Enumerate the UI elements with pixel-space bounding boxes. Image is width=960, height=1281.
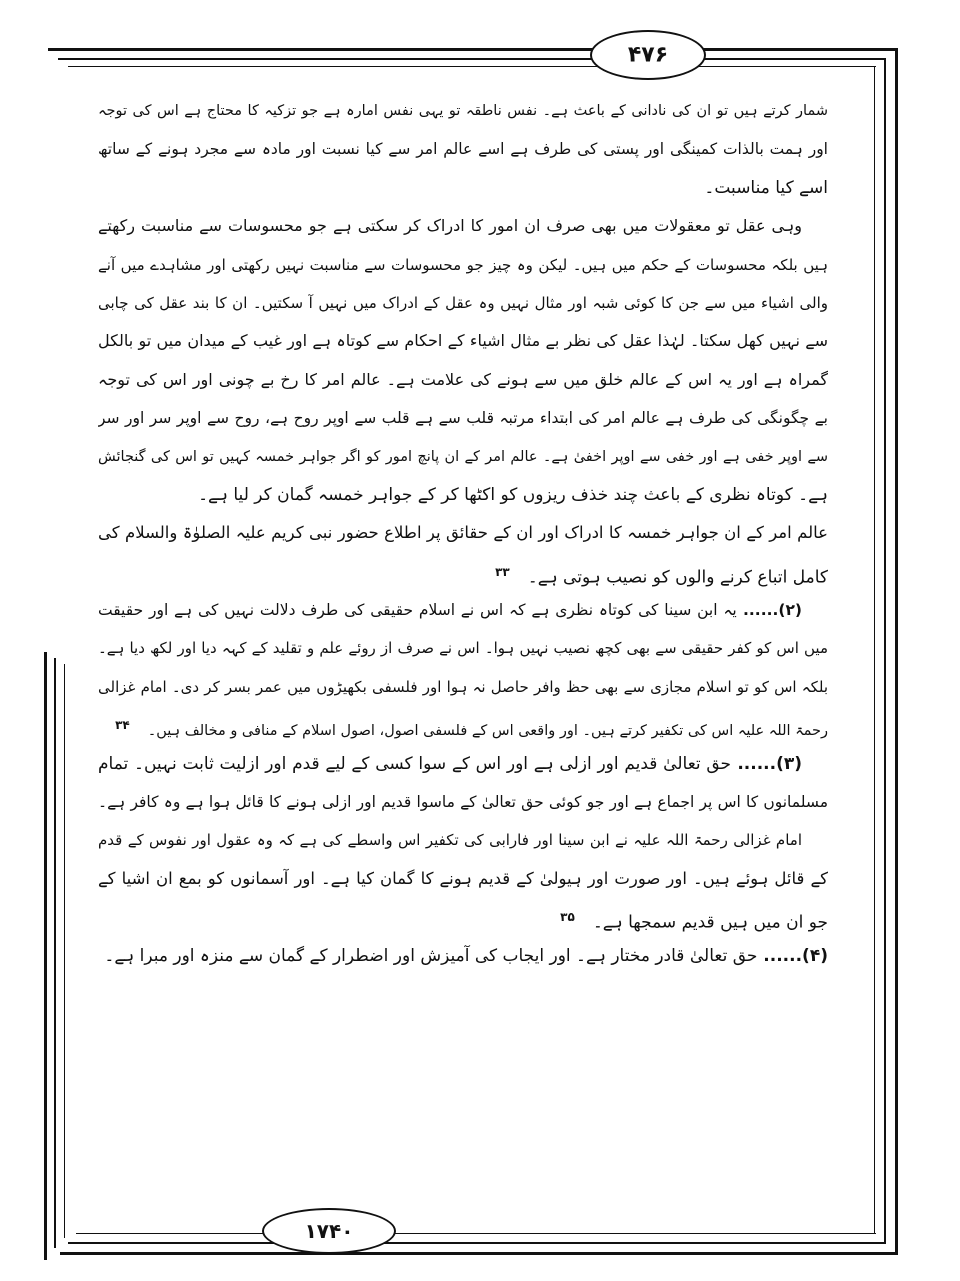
- text-line: [98, 322, 828, 360]
- header-page-number: ۴۷۶: [590, 30, 706, 80]
- line-text: میں اس کو کفر حقیقی سے بھی کچھ نصیب نہیں ہوا۔ اس نے صرف از روئے علم و تقلید کے کہہ دیا اور لکھ دیا ہے۔: [98, 639, 828, 658]
- text-line: [98, 898, 828, 936]
- text-line: [98, 821, 828, 859]
- line-text: رحمۃ اللہ علیہ اس کی تکفیر کرتے ہیں۔ اور واقعی اس کے فلسفی اصول، اصول اسلام کے منافی و مخالف ہیں۔: [147, 723, 828, 740]
- left-frame-inner: [54, 658, 56, 1248]
- text-line: [98, 130, 828, 168]
- line-text: یہ ابن سینا کی کوتاہ نظری ہے کہ اس نے اسلام حقیقی کی طرف دلالت نہیں کی ہے اور حقیقت: [98, 601, 737, 620]
- line-text: بلکہ اس کو تو اسلام مجازی سے بھی حظ وافر حاصل نہ ہوا اور فلسفی بکھیڑوں میں عمر بسر کر دی۔ امام غزالی: [98, 677, 828, 696]
- text-line: [98, 207, 828, 245]
- text-line: [98, 92, 828, 130]
- inner2-frame-bottom: [76, 1233, 876, 1234]
- text-line: [98, 668, 828, 706]
- text-line: [98, 783, 828, 821]
- note-marker: (۴)......: [757, 945, 828, 966]
- line-text: کے قائل ہوئے ہیں۔ اور صورت اور ہیولیٰ کے قدیم ہونے کا گمان کیا ہے۔ اور آسمانوں کو بمع ان اشیا کے: [98, 868, 828, 888]
- line-text: وہی عقل تو معقولات میں بھی صرف ان امور کا ادراک کر سکتی ہے جو محسوسات سے مناسبت رکھتے: [98, 216, 802, 236]
- note-marker: (۲)......: [736, 601, 803, 620]
- text-line: [98, 399, 828, 437]
- text-line: [98, 937, 828, 975]
- footnote-number: ۳۵: [560, 910, 575, 925]
- left-frame-outer: [44, 652, 47, 1260]
- line-text: ہیں بلکہ محسوسات کے حکم میں ہیں۔ لیکن وہ چیز جو محسوسات سے مناسبت نہیں رکھتی اور مشاہدے میں آنے: [98, 255, 828, 274]
- text-line: [98, 553, 828, 591]
- text-line: [98, 514, 828, 552]
- line-text: گمراہ ہے اور یہ اس کے عالم خلق میں سے ہونے کی علامت ہے۔ عالم امر کا رخ بے چونی اور اس کی توجہ: [98, 369, 828, 389]
- footnote-number: ۳۴: [115, 718, 130, 733]
- text-line: [98, 284, 828, 322]
- note-marker: (۳)......: [731, 753, 803, 774]
- body-text: [98, 92, 828, 975]
- line-text: والی اشیاء میں سے جن کا کوئی شبہ اور مثال نہیں وہ عقل کے ادراک میں نہیں آ سکتیں۔ ان کا بند عقل کی چابی: [98, 293, 828, 312]
- line-text: کامل اتباع کرنے والوں کو نصیب ہوتی ہے۔: [527, 567, 828, 588]
- text-line: [98, 591, 828, 629]
- inner2-frame-top: [68, 66, 876, 67]
- line-text: سے اوپر خفی ہے اور خفی سے اوپر اخفیٰ ہے۔ عالم امر کے ان پانچ امور کو اگر جواہر خمسہ کہیں تو اس کی گنجائش: [98, 448, 828, 465]
- outer-frame-right: [895, 48, 898, 1253]
- inner-frame-top: [58, 58, 884, 60]
- text-line: [98, 476, 828, 514]
- line-text: حق تعالیٰ قدیم اور ازلی ہے اور اس کے سوا کسی کے لیے قدم اور ازلیت ثابت نہیں۔ تمام: [98, 753, 732, 774]
- line-text: ہے۔ کوتاہ نظری کے باعث چند خذف ریزوں کو اکٹھا کر کے جواہر خمسہ گمان کر لیا ہے۔: [198, 484, 828, 505]
- line-text: جو ان میں ہیں قدیم سمجھا ہے۔: [592, 912, 828, 933]
- outer-frame-bottom: [60, 1252, 898, 1255]
- line-text: عالم امر کے ان جواہر خمسہ کا ادراک اور ان کے حقائق پر اطلاع حضور نبی کریم علیہ الصلوٰۃ والسلام کی: [98, 523, 828, 543]
- inner2-frame-right: [874, 66, 875, 1234]
- line-text: امام غزالی رحمۃ اللہ علیہ نے ابن سینا اور فارابی کی تکفیر اس واسطے کی ہے کہ وہ عقول اور نفوس کے قدم: [98, 831, 802, 850]
- line-text: شمار کرتے ہیں تو ان کی نادانی کے باعث ہے۔ نفس ناطقہ تو یہی نفس امارہ ہے جو تزکیہ کا محتاج ہے اس کی توجہ: [98, 103, 828, 119]
- left-frame-inner2: [64, 664, 65, 1238]
- text-line: [98, 361, 828, 399]
- line-text: اسے کیا مناسبت۔: [704, 177, 828, 198]
- text-line: [98, 246, 828, 284]
- line-text: بے چگونگی کی طرف ہے عالم امر کی ابتداء مرتبہ قلب سے ہے قلب سے اوپر روح ہے، روح سے اوپر سر اور سر: [98, 409, 828, 428]
- line-text: حق تعالیٰ قادر مختار ہے۔ اور ایجاب کی آمیزش اور اضطرار کے گمان سے منزہ اور مبرا ہے۔: [104, 945, 758, 966]
- footnote-number: ۳۳: [495, 564, 510, 579]
- footer-page-number: ۱۷۴۰: [262, 1208, 396, 1254]
- text-line: [98, 860, 828, 898]
- inner-frame-bottom: [68, 1242, 886, 1244]
- text-line: [98, 169, 828, 207]
- text-line: [98, 706, 828, 744]
- inner-frame-right: [884, 58, 886, 1242]
- text-line: [98, 745, 828, 783]
- line-text: مسلمانوں کا اس پر اجماع ہے اور جو کوئی حق تعالیٰ کے ماسوا قدیم اور ازلی ہونے کا قائل ہوا ہے وہ کافر ہے۔: [98, 793, 828, 812]
- outer-frame-top: [48, 48, 896, 51]
- text-line: [98, 629, 828, 667]
- text-line: [98, 438, 828, 476]
- line-text: سے نہیں کھل سکتا۔ لہٰذا عقل کی نظر بے مثال اشیاء کے احکام سے کوتاہ ہے اور غیب کے میدان میں تو بالکل: [98, 331, 828, 351]
- line-text: اور ہمت بالذات کمینگی اور پستی کی طرف ہے اسے عالم امر سے کیا نسبت اور مادہ سے مجرد ہونے کے ساتھ: [98, 140, 828, 159]
